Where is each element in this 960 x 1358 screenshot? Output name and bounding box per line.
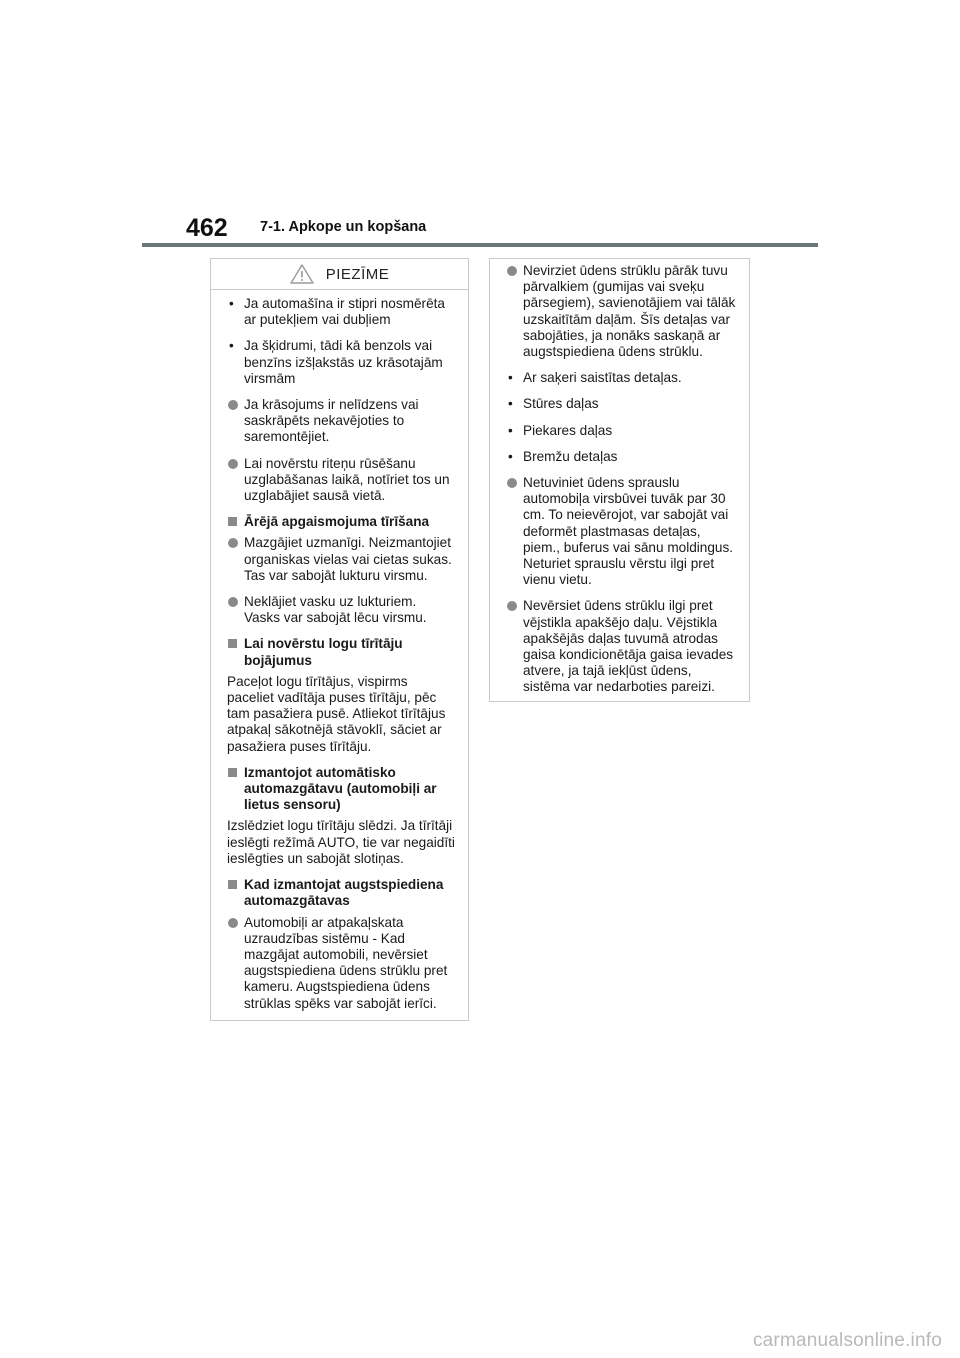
item-text: Kad izmantojat augstspiediena automazgātavas — [244, 877, 444, 909]
item-text: Ar saķeri saistītas detaļas. — [523, 370, 682, 386]
item-text: Netuviniet ūdens sprauslu automobiļa virsbūvei tuvāk par 30 cm. To neievērojot, var sabojāt vai deformēt plastmasas detaļas, piem., buferus vai sānu moldingus. Neturiet sprauslu vērstu ilgi pret vienu vietu. — [523, 475, 734, 588]
list-item — [227, 535, 456, 584]
bullet-dot-icon: • — [508, 396, 513, 412]
list-item — [506, 396, 737, 412]
list-item — [227, 397, 456, 446]
section-title: 7-1. Apkope un kopšana — [260, 219, 427, 235]
right-column-content — [506, 263, 737, 696]
item-text: Ārējā apgaismojuma tīrīšana — [244, 514, 430, 530]
bullet-dot-icon: • — [508, 448, 513, 464]
item-text: Izslēdziet logu tīrītāju slēdzi. Ja tīrītāji ieslēgti režīmā AUTO, tie var negaidīti ieslēgties un sabojāt slotiņas. — [227, 818, 455, 866]
subheading — [227, 636, 456, 668]
list-item — [227, 296, 456, 328]
list-item — [227, 915, 456, 1012]
list-item — [227, 456, 456, 505]
watermark: carmanualsonline.info — [752, 1330, 942, 1351]
item-text: Mazgājiet uzmanīgi. Neizmantojiet organiskas vielas vai cietas sukas. Tas var sabojāt lukturu virsmu. — [244, 535, 452, 583]
list-item — [506, 598, 737, 695]
item-text: Nevirziet ūdens strūklu pārāk tuvu pārvalkiem (gumijas vai sveķu pārsegiem), savienotājiem vai tālāk uzskaitītām daļām. Šīs detaļas var sabojāties, ja nonāks saskaņā ar augstspiediena ūdens strūklu. — [523, 263, 736, 360]
item-text: Lai novērstu riteņu rūsēšanu uzglabāšanas laikā, notīriet tos un uzglabājiet sausā vietā. — [244, 455, 450, 504]
subheading — [227, 514, 456, 530]
subheading — [227, 877, 456, 909]
warning-triangle-icon — [290, 264, 314, 284]
note-box-continued — [489, 258, 750, 702]
subheading — [227, 765, 456, 814]
list-item — [506, 370, 737, 386]
header-rule — [142, 243, 818, 247]
list-item — [506, 263, 737, 360]
list-item — [227, 594, 456, 626]
item-text: Bremžu detaļas — [523, 448, 618, 464]
left-column-content — [227, 290, 456, 1012]
item-text: Ja šķidrumi, tādi kā benzols vai benzīns izšļakstās uz krāsotajām virsmām — [244, 338, 443, 386]
item-text: Neklājiet vasku uz lukturiem. Vasks var sabojāt lēcu virsmu. — [244, 594, 427, 626]
bullet-dot-icon: • — [508, 370, 513, 386]
paragraph — [227, 674, 456, 755]
bullet-dot-icon: • — [229, 296, 234, 311]
item-text: Paceļot logu tīrītājus, vispirms paceliet vadītāja puses tīrītāju, pēc tam pasažiera pusē. Atliekot tīrītājus atpakaļ sākotnējā stāvoklī, sāciet ar pasažiera puses tīrītāju. — [227, 673, 446, 754]
page-number: 462 — [186, 214, 228, 242]
item-text: Stūres daļas — [523, 396, 599, 412]
list-item — [227, 338, 456, 387]
item-text: Nevērsiet ūdens strūklu ilgi pret vējstikla apakšējo daļu. Vējstikla apakšējās daļas tuvumā atrodas gaisa kondicionētāja gaisa ievades atvere, ja tajā iekļūst ūdens, sistēma var nedarboties pareizi. — [523, 598, 734, 695]
bullet-dot-icon: • — [508, 422, 513, 438]
list-item — [506, 475, 737, 588]
list-item — [506, 449, 737, 465]
paragraph — [227, 818, 456, 867]
item-text: Piekares daļas — [523, 422, 613, 438]
bullet-dot-icon: • — [229, 338, 234, 354]
note-box-title: PIEZĪME — [325, 265, 390, 283]
note-box — [210, 258, 469, 1021]
list-item — [506, 423, 737, 439]
note-box-header — [211, 259, 468, 290]
item-text: Izmantojot automātisko automazgātavu (automobiļi ar lietus sensoru) — [244, 764, 437, 813]
item-text: Automobiļi ar atpakaļskata uzraudzības sistēmu - Kad mazgājat automobili, nevērsiet augstspiediena ūdens strūklu pret kameru. Augstspiediena ūdens strūklas spēks var sabojāt ierīci. — [244, 914, 448, 1011]
item-text: Ja automašīna ir stipri nosmērēta ar putekļiem vai dubļiem — [244, 296, 445, 328]
item-text: Ja krāsojums ir nelīdzens vai saskrāpēts nekavējoties to saremontējiet. — [244, 397, 419, 445]
item-text: Lai novērstu logu tīrītāju bojājumus — [244, 636, 403, 668]
